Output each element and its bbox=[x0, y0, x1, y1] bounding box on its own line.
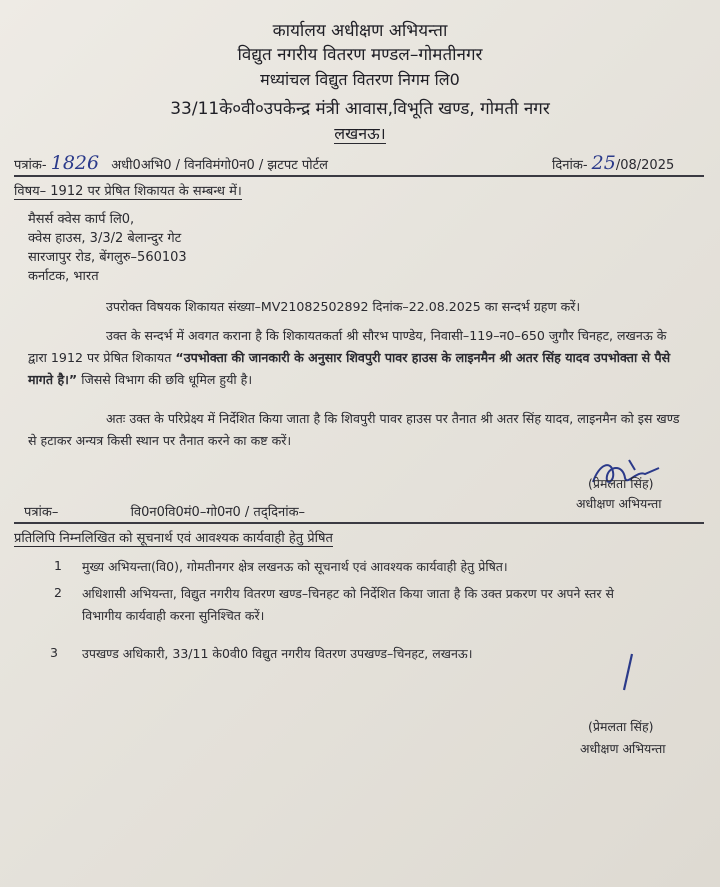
recipient-line-1: मैसर्स क्वेस कार्प लि0, bbox=[28, 212, 135, 227]
copy-item-2-text-cont: विभागीय कार्यवाही करना सुनिश्चित करें। bbox=[82, 608, 265, 623]
ref-text: अधी0अभि0 / विनविमंगो0न0 / झटपट पोर्टल bbox=[111, 158, 329, 173]
date-day-handwritten: 25 bbox=[591, 152, 616, 174]
body-paragraph-3: अतः उक्त के परिप्रेक्ष्य में निर्देशित किया जाता है कि शिवपुरी पावर हाउस पर तैनात श्री अतर सिंह यादव, लाइनमैन को इस खण्ड से हटाकर अन्यत्र किसी स्थान पर तैनात करने का कष्ट करें। bbox=[28, 411, 680, 448]
copy-item-3-text: उपखण्ड अधिकारी, 33/11 के0वी0 विद्युत नगरीय वितरण उपखण्ड–चिनहट, लखनऊ। bbox=[82, 646, 473, 661]
circle-name: विद्युत नगरीय वितरण मण्डल–गोमतीनगर bbox=[237, 45, 483, 65]
copy-item-1-number: 1 bbox=[54, 558, 62, 573]
subject-line bbox=[14, 181, 242, 199]
copy-item-2-text: अधिशासी अभियन्ता, विद्युत नगरीय वितरण खण्ड–चिनहट को निर्देशित किया जाता है कि उक्त प्रकरण पर अपने स्तर से bbox=[82, 586, 614, 601]
p2-post: जिससे विभाग की छवि धूमिल हुयी है। bbox=[77, 372, 253, 387]
signatory-title-1: अधीक्षण अभियन्ता bbox=[576, 496, 662, 511]
date-label: दिनांक- bbox=[552, 158, 588, 173]
ref-number-handwritten: 1826 bbox=[50, 152, 100, 174]
divider-top bbox=[14, 175, 704, 177]
signatory-title-2: अधीक्षण अभियन्ता bbox=[580, 741, 666, 756]
recipient-line-3: सारजापुर रोड, बेंगलुरु–560103 bbox=[28, 250, 187, 265]
city-name: लखनऊ। bbox=[334, 124, 386, 143]
copy-ref-label: पत्रांक– bbox=[24, 505, 59, 520]
copy-ref-line bbox=[24, 502, 305, 520]
ref-label: पत्रांक- bbox=[14, 158, 47, 173]
reference-line bbox=[14, 152, 328, 174]
p2-quote: “उपभोक्ता की जानकारी के अनुसार शिवपुरी पावर हाउस के लाइनमैन श्री अतर सिंह यादव उपभोक्ता से पैसे मागते है।” bbox=[28, 350, 671, 387]
copy-ref-text: वि0न0वि0मं0–गो0न0 / तद्‌दिनांक– bbox=[130, 505, 306, 520]
body-paragraph-2 bbox=[28, 325, 688, 391]
copy-item-1-text: मुख्य अभियन्ता(वि0), गोमतीनगर क्षेत्र लखनऊ को सूचनार्थ एवं आवश्यक कार्यवाही हेतु प्रेषित। bbox=[82, 559, 508, 574]
copy-heading bbox=[14, 528, 333, 546]
date-line bbox=[552, 152, 674, 174]
subject-text: विषय– 1912 पर प्रेषित शिकायत के सम्बन्ध में। bbox=[14, 184, 242, 199]
office-address: 33/11के०वी०उपकेन्द्र मंत्री आवास,विभूति खण्ड, गोमती नगर bbox=[170, 99, 550, 119]
date-rest: /08/2025 bbox=[615, 158, 675, 173]
body-paragraph-1: उपरोक्त विषयक शिकायत संख्या–MV21082502892 दिनांक–22.08.2025 का सन्दर्भ ग्रहण करें। bbox=[106, 299, 581, 314]
city-wrap bbox=[0, 122, 720, 144]
recipient-line-4: कर्नाटक, भारत bbox=[28, 269, 99, 284]
signature-mark-2 bbox=[618, 650, 638, 694]
signatory-name-2: (प्रेमलता सिंह) bbox=[588, 719, 654, 734]
copy-item-3-number: 3 bbox=[50, 645, 58, 660]
signatory-name-1: (प्रेमलता सिंह) bbox=[588, 476, 654, 491]
copy-heading-text: प्रतिलिपि निम्नलिखित को सूचनार्थ एवं आवश्यक कार्यवाही हेतु प्रेषित bbox=[14, 531, 333, 546]
recipient-line-2: क्वेस हाउस, 3/3/2 बेलान्दुर गेट bbox=[28, 231, 182, 246]
divider-bottom bbox=[14, 522, 704, 524]
p2-pre: उक्त के सन्दर्भ में अवगत कराना है कि शिकायतकर्ता श्री सौरभ पाण्डेय, निवासी–119–न0–650 जुगौर चिनहट, लखनऊ के द्वारा 1912 पर प्रेषित शिकायत bbox=[28, 328, 667, 365]
office-title: कार्यालय अधीक्षण अभियन्ता bbox=[272, 21, 448, 41]
copy-item-2-number: 2 bbox=[54, 585, 62, 600]
corporation-name: मध्यांचल विद्युत वितरण निगम लि0 bbox=[260, 70, 460, 89]
